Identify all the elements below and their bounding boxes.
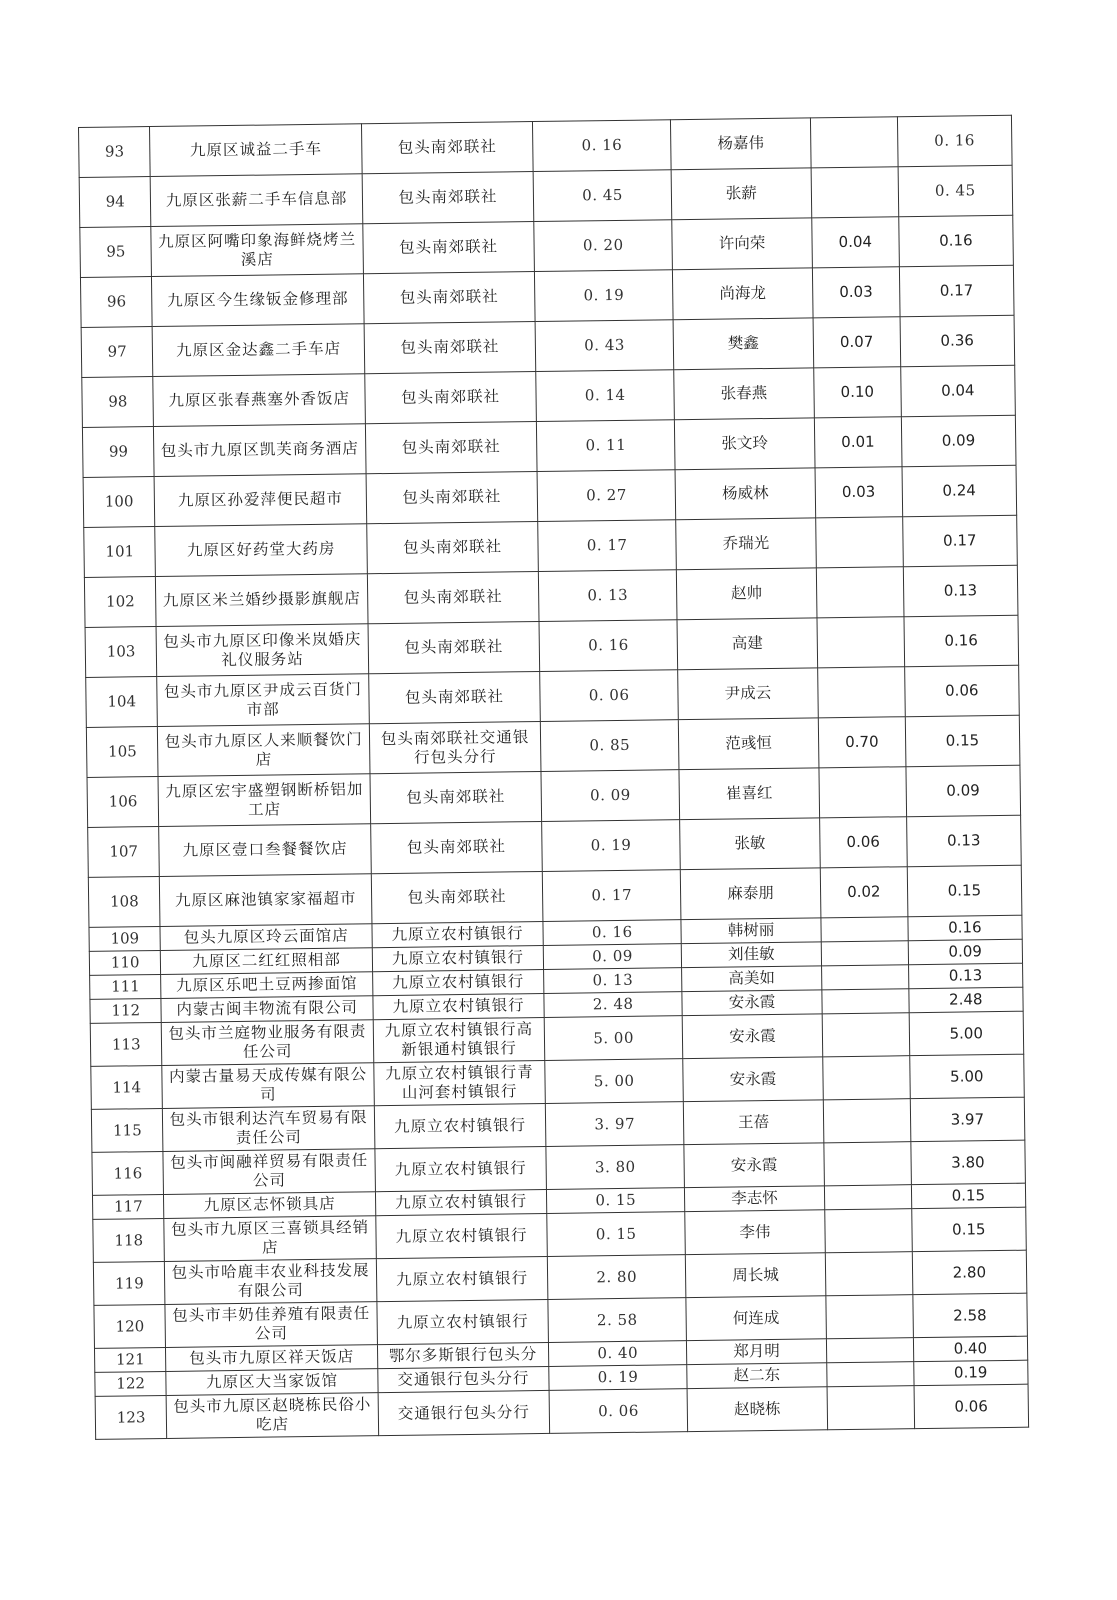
cell-no: 106 — [87, 777, 159, 828]
cell-balance: 5.00 — [909, 1011, 1024, 1055]
cell-paid — [821, 917, 908, 942]
cell-name: 包头市丰奶佳养殖有限责任公司 — [165, 1302, 377, 1348]
cell-person: 郑月明 — [686, 1339, 826, 1365]
cell-balance: 0.13 — [906, 815, 1021, 866]
cell-amount: 0. 06 — [540, 670, 678, 722]
cell-balance: 0. 16 — [897, 115, 1012, 166]
cell-amount: 0. 15 — [547, 1212, 685, 1257]
cell-balance: 0.06 — [914, 1384, 1029, 1428]
cell-bank: 包头南郊联社 — [362, 172, 534, 224]
cell-no: 119 — [93, 1261, 165, 1305]
cell-amount: 0. 16 — [543, 920, 681, 946]
cell-amount: 0. 19 — [535, 270, 673, 322]
cell-no: 112 — [90, 998, 162, 1023]
cell-paid — [822, 989, 909, 1014]
cell-no: 114 — [91, 1065, 163, 1109]
cell-name: 九原区金达鑫二手车店 — [153, 324, 365, 377]
cell-person: 尚海龙 — [672, 268, 812, 320]
cell-no: 104 — [86, 677, 158, 728]
cell-bank: 包头南郊联社 — [361, 122, 533, 174]
cell-bank: 包头南郊联社 — [367, 572, 539, 624]
cell-no: 115 — [91, 1108, 163, 1152]
cell-person: 安永霞 — [683, 1057, 823, 1102]
cell-name: 包头市闽融祥贸易有限责任公司 — [163, 1149, 375, 1195]
cell-amount: 0. 13 — [544, 968, 682, 994]
cell-name: 包头市九原区尹成云百货门市部 — [157, 674, 369, 727]
cell-paid — [816, 517, 903, 568]
cell-name: 九原区米兰婚纱摄影旗舰店 — [156, 574, 368, 627]
cell-person: 樊鑫 — [673, 318, 813, 370]
cell-name: 九原区张薪二手车信息部 — [151, 174, 363, 227]
cell-balance: 0.06 — [904, 665, 1019, 716]
cell-balance: 0.19 — [913, 1360, 1028, 1385]
cell-paid: 0.03 — [815, 467, 902, 518]
cell-paid: 0.10 — [814, 367, 901, 418]
cell-amount: 3. 97 — [546, 1102, 684, 1147]
cell-paid — [817, 617, 904, 668]
cell-paid — [824, 1142, 911, 1186]
cell-no: 96 — [80, 277, 152, 328]
cell-amount: 0. 09 — [543, 944, 681, 970]
cell-amount: 0. 27 — [537, 470, 675, 522]
cell-name: 包头市哈鹿丰农业科技发展有限公司 — [165, 1259, 377, 1305]
cell-person: 麻泰朋 — [680, 868, 820, 920]
cell-bank: 九原立农村镇银行 — [372, 945, 544, 971]
cell-amount: 2. 58 — [548, 1298, 686, 1343]
cell-name: 包头市九原区人来顺餐饮门店 — [158, 724, 370, 777]
cell-balance: 0.15 — [911, 1183, 1026, 1208]
cell-person: 崔喜红 — [679, 768, 819, 820]
cell-no: 122 — [95, 1371, 167, 1396]
cell-bank: 九原立农村镇银行 — [375, 1189, 547, 1215]
cell-no: 116 — [92, 1151, 164, 1195]
cell-bank: 包头南郊联社 — [366, 522, 538, 574]
cell-no: 121 — [94, 1347, 166, 1372]
cell-bank: 包头南郊联社交通银行包头分行 — [369, 721, 541, 773]
cell-bank: 九原立农村镇银行青山河套村镇银行 — [374, 1060, 546, 1105]
cell-balance: 3.97 — [910, 1097, 1025, 1141]
cell-name: 九原区大当家饭馆 — [166, 1369, 378, 1396]
cell-amount: 5. 00 — [544, 1016, 682, 1061]
cell-balance: 2.58 — [912, 1293, 1027, 1337]
cell-no: 111 — [90, 974, 162, 999]
cell-person: 赵帅 — [676, 568, 816, 620]
cell-bank: 九原立农村镇银行 — [372, 969, 544, 995]
cell-bank: 包头南郊联社 — [364, 322, 536, 374]
cell-paid — [811, 167, 898, 218]
cell-name: 包头市九原区三喜锁具经销店 — [164, 1216, 376, 1262]
cell-paid: 0.03 — [812, 267, 899, 318]
cell-balance: 0. 45 — [898, 165, 1013, 216]
cell-amount: 0. 19 — [542, 820, 680, 872]
cell-bank: 九原立农村镇银行 — [372, 921, 544, 947]
cell-paid: 0.02 — [820, 867, 907, 918]
cell-no: 109 — [89, 926, 161, 951]
cell-amount: 0. 14 — [536, 370, 674, 422]
cell-balance: 0.24 — [902, 465, 1017, 516]
cell-no: 94 — [79, 177, 151, 228]
cell-amount: 0. 11 — [537, 420, 675, 472]
cell-bank: 包头南郊联社 — [363, 272, 535, 324]
cell-name: 九原区今生缘钣金修理部 — [152, 274, 364, 327]
cell-paid: 0.70 — [818, 717, 905, 768]
cell-person: 高建 — [677, 618, 817, 670]
cell-bank: 包头南郊联社 — [371, 871, 543, 923]
cell-paid — [826, 1295, 913, 1339]
cell-bank: 九原立农村镇银行 — [376, 1213, 548, 1258]
cell-balance: 0.16 — [904, 615, 1019, 666]
cell-name: 九原区宏宇盛塑钢断桥铝加工店 — [158, 774, 370, 827]
cell-paid — [827, 1362, 914, 1387]
cell-balance: 0.40 — [913, 1336, 1028, 1361]
cell-bank: 包头南郊联社 — [365, 422, 537, 474]
cell-name: 包头市九原区印像米岚婚庆礼仪服务站 — [156, 624, 368, 677]
cell-bank: 交通银行包头分行 — [378, 1390, 550, 1435]
cell-bank: 交通银行包头分行 — [378, 1366, 550, 1392]
cell-paid — [818, 667, 905, 718]
cell-bank: 九原立农村镇银行 — [373, 993, 545, 1019]
cell-paid: 0.04 — [812, 217, 899, 268]
cell-amount: 0. 16 — [539, 620, 677, 672]
cell-no: 99 — [82, 427, 154, 478]
cell-balance: 5.00 — [909, 1054, 1024, 1098]
cell-bank: 九原立农村镇银行 — [376, 1256, 548, 1301]
cell-person: 王蓓 — [683, 1100, 823, 1145]
cell-name: 包头市九原区凯芙商务酒店 — [154, 424, 366, 477]
cell-bank: 包头南郊联社 — [370, 821, 542, 873]
cell-bank: 九原立农村镇银行 — [375, 1146, 547, 1191]
cell-person: 何连成 — [686, 1296, 826, 1341]
cell-person: 赵二东 — [687, 1363, 827, 1389]
cell-paid: 0.06 — [819, 817, 906, 868]
cell-person: 刘佳敏 — [681, 942, 821, 968]
cell-name: 包头市九原区赵晓栋民俗小吃店 — [167, 1393, 379, 1439]
cell-bank: 九原立农村镇银行 — [374, 1103, 546, 1148]
cell-no: 113 — [90, 1022, 162, 1066]
cell-person: 尹成云 — [678, 668, 818, 720]
cell-person: 李志怀 — [684, 1186, 824, 1212]
cell-bank: 包头南郊联社 — [363, 222, 535, 274]
cell-balance: 0.17 — [902, 515, 1017, 566]
cell-no: 101 — [84, 527, 156, 578]
cell-no: 95 — [80, 227, 152, 278]
cell-person: 张敏 — [680, 818, 820, 870]
cell-person: 张文玲 — [674, 418, 814, 470]
cell-no: 123 — [95, 1395, 167, 1439]
cell-amount: 0. 16 — [533, 120, 671, 172]
cell-name: 九原区志怀锁具店 — [164, 1192, 376, 1219]
cell-bank: 九原立农村镇银行 — [377, 1299, 549, 1344]
cell-no: 98 — [82, 377, 154, 428]
cell-name: 包头九原区玲云面馆店 — [160, 924, 372, 951]
cell-no: 93 — [79, 127, 151, 178]
cell-balance: 0.15 — [905, 715, 1020, 766]
cell-amount: 2. 48 — [544, 992, 682, 1018]
cell-amount: 0. 19 — [549, 1365, 687, 1391]
table-body — [79, 115, 1029, 1439]
cell-bank: 鄂尔多斯银行包头分 — [377, 1342, 549, 1368]
cell-paid — [819, 767, 906, 818]
cell-person: 范彧恒 — [678, 718, 818, 770]
cell-name: 九原区二红红照相部 — [161, 948, 373, 975]
cell-paid — [825, 1209, 912, 1253]
cell-paid — [824, 1185, 911, 1210]
cell-name: 九原区阿嘴印象海鲜烧烤兰溪店 — [151, 224, 363, 277]
cell-name: 九原区好药堂大药房 — [155, 524, 367, 577]
cell-no: 117 — [92, 1194, 164, 1219]
cell-no: 110 — [89, 950, 161, 975]
cell-name: 内蒙古闽丰物流有限公司 — [161, 996, 373, 1023]
cell-person: 张春燕 — [674, 368, 814, 420]
cell-person: 赵晓栋 — [687, 1387, 827, 1432]
cell-person: 安永霞 — [684, 1143, 824, 1188]
cell-name: 九原区乐吧土豆两掺面馆 — [161, 972, 373, 999]
cell-name: 九原区诚益二手车 — [150, 124, 362, 177]
cell-bank: 包头南郊联社 — [365, 372, 537, 424]
cell-amount: 0. 09 — [541, 770, 679, 822]
cell-bank: 包头南郊联社 — [370, 771, 542, 823]
record-table — [78, 115, 1029, 1440]
cell-amount: 0. 15 — [547, 1188, 685, 1214]
cell-bank: 包头南郊联社 — [368, 672, 540, 724]
cell-bank: 包头南郊联社 — [368, 622, 540, 674]
cell-paid — [810, 117, 897, 168]
cell-balance: 0.04 — [900, 365, 1015, 416]
cell-no: 118 — [93, 1218, 165, 1262]
cell-person: 李伟 — [685, 1210, 825, 1255]
cell-person: 杨威林 — [675, 468, 815, 520]
cell-amount: 0. 17 — [543, 870, 681, 922]
cell-person: 周长城 — [685, 1253, 825, 1298]
cell-name: 包头市银利达汽车贸易有限责任公司 — [163, 1106, 375, 1152]
cell-paid — [821, 965, 908, 990]
cell-no: 105 — [86, 727, 158, 778]
cell-balance: 3.80 — [910, 1140, 1025, 1184]
cell-paid — [821, 941, 908, 966]
cell-person: 高美如 — [682, 966, 822, 992]
cell-no: 102 — [84, 577, 156, 628]
cell-person: 许向荣 — [672, 218, 812, 270]
cell-person: 乔瑞光 — [676, 518, 816, 570]
cell-name: 包头市九原区祥天饭店 — [166, 1345, 378, 1372]
cell-amount: 0. 40 — [549, 1341, 687, 1367]
cell-no: 97 — [81, 327, 153, 378]
cell-name: 九原区张春燕塞外香饭店 — [153, 374, 365, 427]
cell-person: 安永霞 — [682, 990, 822, 1016]
cell-balance: 0.16 — [908, 915, 1023, 940]
cell-person: 安永霞 — [682, 1014, 822, 1059]
cell-balance: 0.13 — [908, 963, 1023, 988]
cell-bank: 包头南郊联社 — [366, 472, 538, 524]
cell-amount: 0. 45 — [533, 170, 671, 222]
cell-person: 韩树丽 — [681, 918, 821, 944]
cell-name: 九原区壹口叁餐餐饮店 — [159, 824, 371, 877]
cell-paid — [823, 1056, 910, 1100]
cell-balance: 0.17 — [899, 265, 1014, 316]
cell-no: 108 — [88, 876, 160, 927]
cell-paid — [826, 1338, 913, 1363]
cell-balance: 0.13 — [903, 565, 1018, 616]
cell-amount: 0. 85 — [541, 720, 679, 772]
cell-paid — [816, 567, 903, 618]
cell-no: 107 — [88, 826, 160, 877]
cell-amount: 0. 13 — [539, 570, 677, 622]
cell-balance: 0.15 — [907, 865, 1022, 916]
cell-balance: 2.48 — [908, 987, 1023, 1012]
cell-person: 张薪 — [671, 168, 811, 220]
cell-balance: 0.09 — [908, 939, 1023, 964]
cell-no: 100 — [83, 477, 155, 528]
cell-amount: 3. 80 — [546, 1145, 684, 1190]
cell-bank: 九原立农村镇银行高新银通村镇银行 — [373, 1017, 545, 1062]
cell-paid: 0.01 — [814, 417, 901, 468]
cell-amount: 0. 43 — [535, 320, 673, 372]
cell-amount: 2. 80 — [548, 1255, 686, 1300]
cell-amount: 0. 06 — [549, 1389, 687, 1434]
cell-name: 内蒙古量易天成传媒有限公司 — [162, 1063, 374, 1109]
cell-name: 九原区麻池镇家家福超市 — [160, 874, 372, 927]
cell-name: 包头市兰庭物业服务有限责任公司 — [162, 1020, 374, 1066]
cell-amount: 0. 20 — [534, 220, 672, 272]
cell-balance: 0.09 — [906, 765, 1021, 816]
cell-person: 杨嘉伟 — [670, 118, 810, 170]
cell-amount: 0. 17 — [538, 520, 676, 572]
cell-paid — [823, 1099, 910, 1143]
cell-paid — [822, 1013, 909, 1057]
cell-balance: 2.80 — [912, 1250, 1027, 1294]
cell-balance: 0.16 — [898, 215, 1013, 266]
cell-no: 120 — [94, 1304, 166, 1348]
cell-no: 103 — [85, 627, 157, 678]
cell-balance: 0.15 — [911, 1207, 1026, 1251]
cell-paid — [827, 1386, 914, 1430]
cell-paid — [825, 1252, 912, 1296]
cell-amount: 5. 00 — [545, 1059, 683, 1104]
cell-paid: 0.07 — [813, 317, 900, 368]
cell-name: 九原区孙爱萍便民超市 — [155, 474, 367, 527]
cell-balance: 0.09 — [901, 415, 1016, 466]
cell-balance: 0.36 — [900, 315, 1015, 366]
